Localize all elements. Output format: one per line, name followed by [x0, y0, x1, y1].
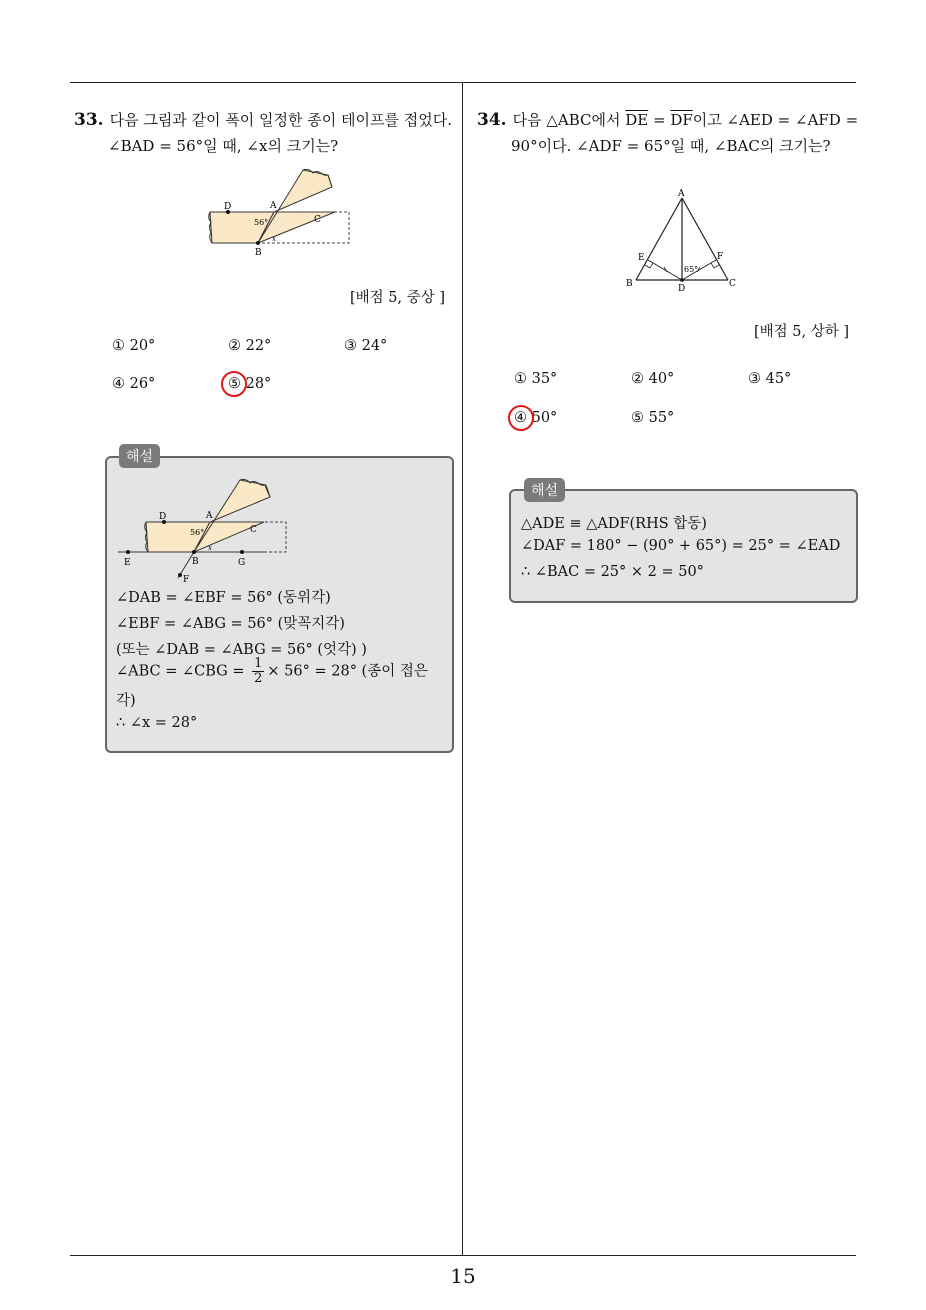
q34-segment-de: $\overline{DE}$ [625, 111, 649, 129]
q34-figure [622, 188, 742, 293]
top-rule [70, 82, 856, 83]
q33-sol-fig-angle: 56° [190, 528, 205, 537]
q33-choice-1[interactable]: ① 20° [112, 338, 156, 354]
q34-solution-line-3: ∴ ∠BAC = 25° × 2 = 50° [521, 564, 704, 580]
q34-solution-tag: 해설 [524, 478, 565, 502]
q34-solution-line-2: ∠DAF = 180° − (90° + 65°) = 25° = ∠EAD [521, 538, 841, 554]
q33-solution-figure [114, 476, 294, 586]
q34-fig-label-d: D [678, 284, 686, 293]
q33-solution-line-5: 각) [116, 693, 136, 709]
q33-solution-line-3: (또는 ∠DAB = ∠ABG = 56° (엇각) ) [116, 642, 367, 658]
q34-choice-5[interactable]: ⑤ 55° [631, 410, 675, 426]
bottom-rule [70, 1255, 856, 1256]
q34-number: 34. [477, 110, 507, 130]
q34-fig-label-e: E [638, 253, 645, 263]
q34-choice-3[interactable]: ③ 45° [748, 371, 792, 387]
q34-solution-line-1: △ADE ≡ △ADF(RHS 합동) [521, 516, 707, 532]
q33-fig-label-b: B [255, 248, 262, 258]
q33-solution-fraction [252, 657, 264, 686]
q33-sol-fig-x: x [208, 544, 212, 552]
q34-choice-2[interactable]: ② 40° [631, 371, 675, 387]
q33-solution-line-1: ∠DAB = ∠EBF = 56° (동위각) [116, 590, 331, 606]
q33-solution-line-6: ∴ ∠x = 28° [116, 715, 198, 731]
q33-answer-mark [221, 371, 247, 397]
q33-sol-fig-label-c: C [250, 525, 257, 535]
q33-sol-fig-label-e: E [124, 558, 131, 568]
q33-choice-3[interactable]: ③ 24° [344, 338, 388, 354]
q33-score: [배점 5, 중상 ] [350, 290, 446, 306]
q33-fig-angle: 56° [254, 218, 269, 227]
q33-solution-tag: 해설 [119, 444, 160, 468]
q33-fraction-denominator: 2 [254, 671, 263, 686]
q34-equals: = [648, 111, 671, 129]
q33-sol-fig-label-f: F [183, 575, 190, 585]
q33-choice-4[interactable]: ④ 26° [112, 376, 156, 392]
q33-sol-fig-label-b: B [192, 557, 199, 567]
page-number: 15 [450, 1264, 476, 1288]
column-divider [462, 82, 463, 1256]
q34-fig-label-b: B [626, 279, 633, 289]
q33-fig-label-c: C [314, 215, 321, 225]
q34-line2: 90°이다. ∠ADF = 65°일 때, ∠BAC의 크기는? [511, 137, 831, 155]
q33-fraction-numerator: 1 [254, 656, 263, 671]
q34-line1-b: 이고 ∠AED = ∠AFD = [692, 111, 859, 129]
q33-stem [74, 107, 459, 159]
q33-fig-label-a: A [270, 201, 277, 211]
q33-fig-label-d: D [224, 202, 232, 212]
q33-sol-fig-label-d: D [159, 512, 167, 522]
q34-fig-label-a: A [678, 189, 685, 199]
q33-sol-fig-label-a: A [206, 511, 213, 521]
q33-sol-fig-label-g: G [238, 558, 246, 568]
q34-answer-mark [508, 405, 534, 431]
q33-choice-5[interactable]: ⑤ 28° [228, 376, 272, 392]
q34-choice-4[interactable]: ④ 50° [514, 410, 558, 426]
q34-score: [배점 5, 상하 ] [754, 324, 850, 340]
q34-choice-1[interactable]: ① 35° [514, 371, 558, 387]
q34-segment-df: $\overline{DF}$ [670, 111, 693, 129]
q33-solution-line-2: ∠EBF = ∠ABG = 56° (맞꼭지각) [116, 616, 345, 632]
q34-fig-angle: 65° [684, 265, 699, 274]
q33-line1: 다음 그림과 같이 폭이 일정한 종이 테이프를 접었다. [109, 111, 453, 129]
q34-line1-a: 다음 △ABC에서 [512, 111, 626, 129]
q33-line2: ∠BAD = 56°일 때, ∠x의 크기는? [108, 137, 339, 155]
q34-stem [477, 107, 862, 159]
q33-figure [200, 165, 360, 260]
q34-fig-label-c: C [729, 279, 736, 289]
q34-fig-label-f: F [717, 252, 724, 262]
q33-solution-line-4a: ∠ABC = ∠CBG = [116, 663, 250, 680]
q33-number: 33. [74, 110, 104, 130]
q33-solution-line-4 [116, 657, 428, 686]
q33-fig-x: x [272, 235, 276, 243]
q33-solution-line-4b: × 56° = 28° (종이 접은 [267, 663, 428, 680]
q33-choice-2[interactable]: ② 22° [228, 338, 272, 354]
